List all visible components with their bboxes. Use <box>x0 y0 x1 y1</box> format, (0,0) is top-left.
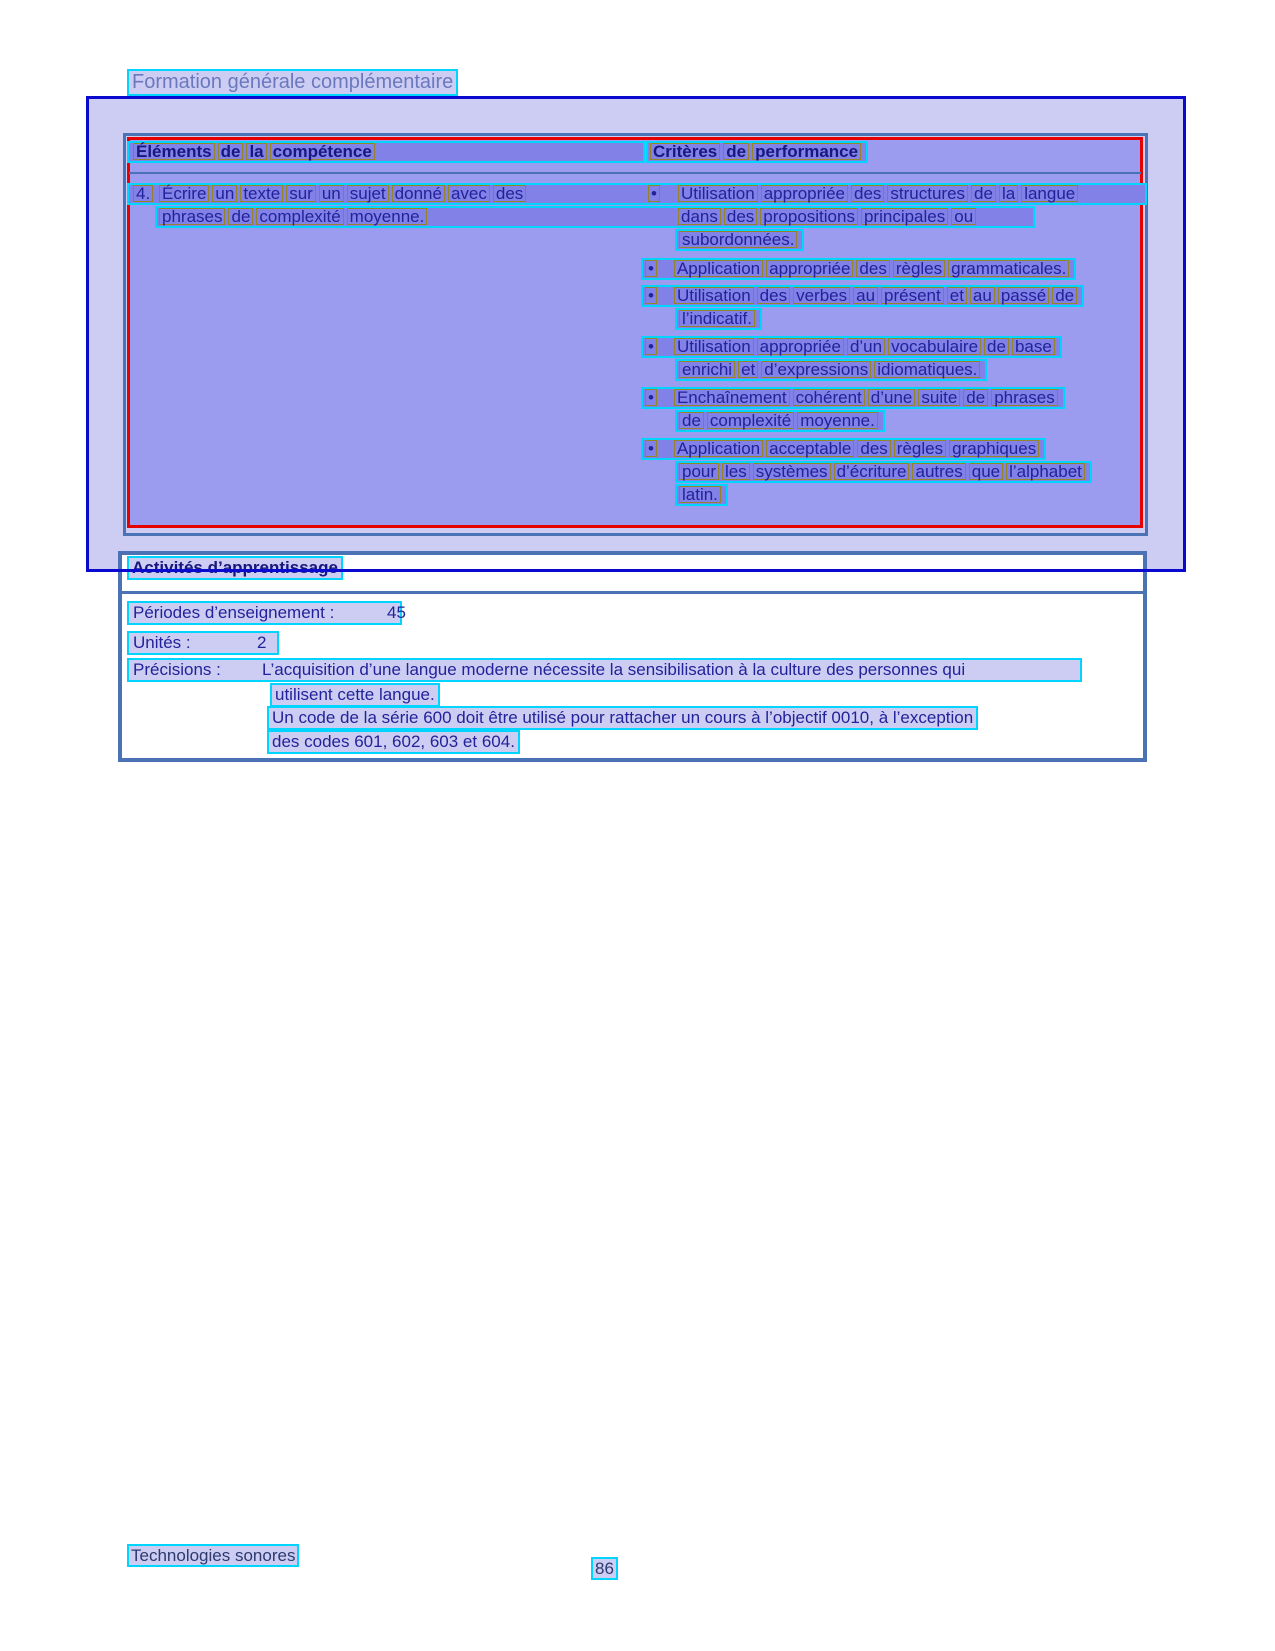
ocr-line-segment: Un code de la série 600 doit être utilisé pour rattacher un cours à l’objectif 0010, à l’exception <box>272 708 974 727</box>
ocr-word: des <box>857 440 890 457</box>
ocr-word: verbes <box>793 287 850 304</box>
ocr-word: d’un <box>847 338 885 355</box>
ocr-word: suite <box>918 389 960 406</box>
ocr-word: règles <box>893 260 945 277</box>
ocr-line-segment <box>645 259 1072 278</box>
ocr-line <box>641 285 1084 307</box>
ocr-word: de <box>228 208 253 225</box>
ocr-word: des <box>851 185 884 202</box>
ocr-line <box>675 308 762 330</box>
ocr-word: d’expressions <box>761 361 871 378</box>
ocr-word: règles <box>894 440 946 457</box>
ocr-word-bullet: • <box>645 338 657 355</box>
ocr-line-segment <box>679 411 881 430</box>
ocr-word: d’une <box>868 389 916 406</box>
ocr-word: compétence <box>270 143 375 160</box>
ocr-word: Application <box>674 260 763 277</box>
ocr-line-segment <box>645 286 1080 305</box>
ocr-line-segment <box>645 439 1042 458</box>
ocr-line-segment <box>650 142 864 161</box>
ocr-line <box>675 410 885 432</box>
ocr-word: performance <box>752 143 861 160</box>
ocr-word: de <box>963 389 988 406</box>
ocr-word: complexité <box>707 412 794 429</box>
ocr-line-segment <box>133 143 378 160</box>
ocr-word: phrases <box>159 208 225 225</box>
ocr-word: présent <box>881 287 944 304</box>
ocr-line <box>127 631 279 655</box>
ocr-word: donné <box>392 185 445 202</box>
ocr-word: vocabulaire <box>888 338 981 355</box>
ocr-line <box>127 183 1147 205</box>
ocr-word: de <box>218 143 244 160</box>
ocr-word: ou <box>951 208 976 225</box>
ocr-word: l’indicatif. <box>679 310 755 327</box>
ocr-line-segment <box>159 208 430 225</box>
ocr-line-segment <box>679 462 1088 481</box>
ocr-word: Utilisation <box>674 287 754 304</box>
ocr-line <box>267 730 520 754</box>
ocr-word: subordonnées. <box>679 231 797 248</box>
ocr-word: appropriée <box>757 338 844 355</box>
ocr-word-bullet: • <box>648 185 660 202</box>
ocr-word: pour <box>679 463 719 480</box>
ocr-word: moyenne. <box>347 208 428 225</box>
ocr-word: dans <box>678 208 721 225</box>
ocr-word: idiomatiques. <box>874 361 980 378</box>
ocr-line-segment: Formation générale complémentaire <box>132 71 454 93</box>
ocr-word: Enchaînement <box>674 389 790 406</box>
ocr-word: moyenne. <box>797 412 878 429</box>
ocr-word-bullet: • <box>645 260 657 277</box>
ocr-line-segment: Activités d’apprentissage <box>132 558 338 577</box>
ocr-word: appropriée <box>766 260 853 277</box>
ocr-line-segment <box>645 388 1061 407</box>
ocr-word: de <box>971 185 996 202</box>
ocr-word: de <box>679 412 704 429</box>
ocr-word: des <box>757 287 790 304</box>
ocr-word: langue <box>1021 185 1078 202</box>
ocr-line <box>267 706 978 730</box>
ocr-line <box>127 556 343 580</box>
ocr-word: la <box>246 143 266 160</box>
ocr-line-segment: Périodes d’enseignement : <box>133 603 335 622</box>
ocr-line <box>641 438 1046 460</box>
ocr-word: systèmes <box>753 463 831 480</box>
ocr-word: sujet <box>347 185 389 202</box>
ocr-word: passé <box>998 287 1049 304</box>
ocr-word: au <box>970 287 995 304</box>
ocr-word: de <box>1052 287 1077 304</box>
ocr-word: avec <box>448 185 490 202</box>
ocr-line <box>675 229 804 251</box>
ocr-word: l’alphabet <box>1006 463 1085 480</box>
ocr-word: enrichi <box>679 361 735 378</box>
ocr-line <box>641 258 1076 280</box>
ocr-word: d’écriture <box>834 463 910 480</box>
ocr-line-segment: des codes 601, 602, 603 et 604. <box>272 732 515 751</box>
ocr-word: structures <box>887 185 968 202</box>
ocr-word: Application <box>674 440 763 457</box>
ocr-line <box>591 1557 618 1580</box>
ocr-line-segment: 45 <box>387 603 406 622</box>
ocr-line-segment <box>679 309 758 328</box>
ocr-line-segment: Technologies sonores <box>131 1546 296 1565</box>
ocr-word: principales <box>861 208 948 225</box>
ocr-word: et <box>738 361 758 378</box>
ocr-word: que <box>969 463 1003 480</box>
table-header-divider <box>129 172 1141 174</box>
ocr-word: complexité <box>256 208 343 225</box>
ocr-line <box>646 141 868 163</box>
ocr-line <box>641 387 1065 409</box>
ocr-word: un <box>319 185 344 202</box>
ocr-line <box>675 359 987 381</box>
ocr-word: les <box>722 463 750 480</box>
ocr-line-segment <box>159 185 529 202</box>
ocr-word: latin. <box>679 486 721 503</box>
ocr-line-segment: Précisions : <box>133 660 221 679</box>
ocr-word: Utilisation <box>678 185 758 202</box>
ocr-line-segment <box>678 208 979 225</box>
ocr-word: appropriée <box>761 185 848 202</box>
ocr-line <box>155 206 1035 228</box>
ocr-word: des <box>724 208 757 225</box>
ocr-word: Écrire <box>159 185 209 202</box>
ocr-word: de <box>723 143 749 160</box>
ocr-line-segment <box>679 230 800 249</box>
ocr-word: des <box>493 185 526 202</box>
ocr-line <box>641 336 1062 358</box>
ocr-line-segment: utilisent cette langue. <box>275 685 435 704</box>
ocr-line-segment <box>133 185 156 202</box>
ocr-word: 4. <box>133 185 153 202</box>
ocr-word: des <box>856 260 889 277</box>
ocr-line <box>127 69 458 96</box>
ocr-line-segment: 86 <box>595 1559 614 1578</box>
ocr-line-segment <box>679 485 724 504</box>
ocr-line-segment <box>648 185 677 202</box>
ocr-line-segment: 2 <box>257 633 267 652</box>
ocr-word: phrases <box>991 389 1057 406</box>
ocr-word-bullet: • <box>645 389 657 406</box>
ocr-word-bullet: • <box>645 287 657 304</box>
ocr-word: propositions <box>760 208 858 225</box>
ocr-word: graphiques <box>949 440 1039 457</box>
ocr-line <box>127 1544 299 1567</box>
ocr-word: Éléments <box>133 143 215 160</box>
ocr-line-segment <box>679 360 983 379</box>
ocr-word: base <box>1012 338 1055 355</box>
ocr-line-segment <box>678 185 1081 202</box>
ocr-word: cohérent <box>793 389 865 406</box>
ocr-line <box>127 658 1082 682</box>
ocr-line-segment <box>645 337 1058 356</box>
ocr-line-segment: L’acquisition d’une langue moderne nécessite la sensibilisation à la culture des personnes qui <box>262 660 966 679</box>
ocr-word: Utilisation <box>674 338 754 355</box>
ocr-line <box>675 484 728 506</box>
ocr-word: sur <box>286 185 316 202</box>
ocr-line <box>675 461 1092 483</box>
ocr-line-segment: Unités : <box>133 633 191 652</box>
ocr-word: Critères <box>650 143 720 160</box>
ocr-line <box>270 683 440 707</box>
ocr-line <box>127 601 406 625</box>
ocr-line <box>127 141 645 163</box>
ocr-word-bullet: • <box>645 440 657 457</box>
learning-activities-divider <box>120 591 1145 594</box>
ocr-word: grammaticales. <box>948 260 1069 277</box>
ocr-word: autres <box>912 463 965 480</box>
ocr-word: et <box>947 287 967 304</box>
ocr-word: texte <box>240 185 283 202</box>
ocr-word: au <box>853 287 878 304</box>
ocr-word: la <box>999 185 1018 202</box>
ocr-word: de <box>984 338 1009 355</box>
ocr-word: un <box>212 185 237 202</box>
ocr-word: acceptable <box>766 440 854 457</box>
